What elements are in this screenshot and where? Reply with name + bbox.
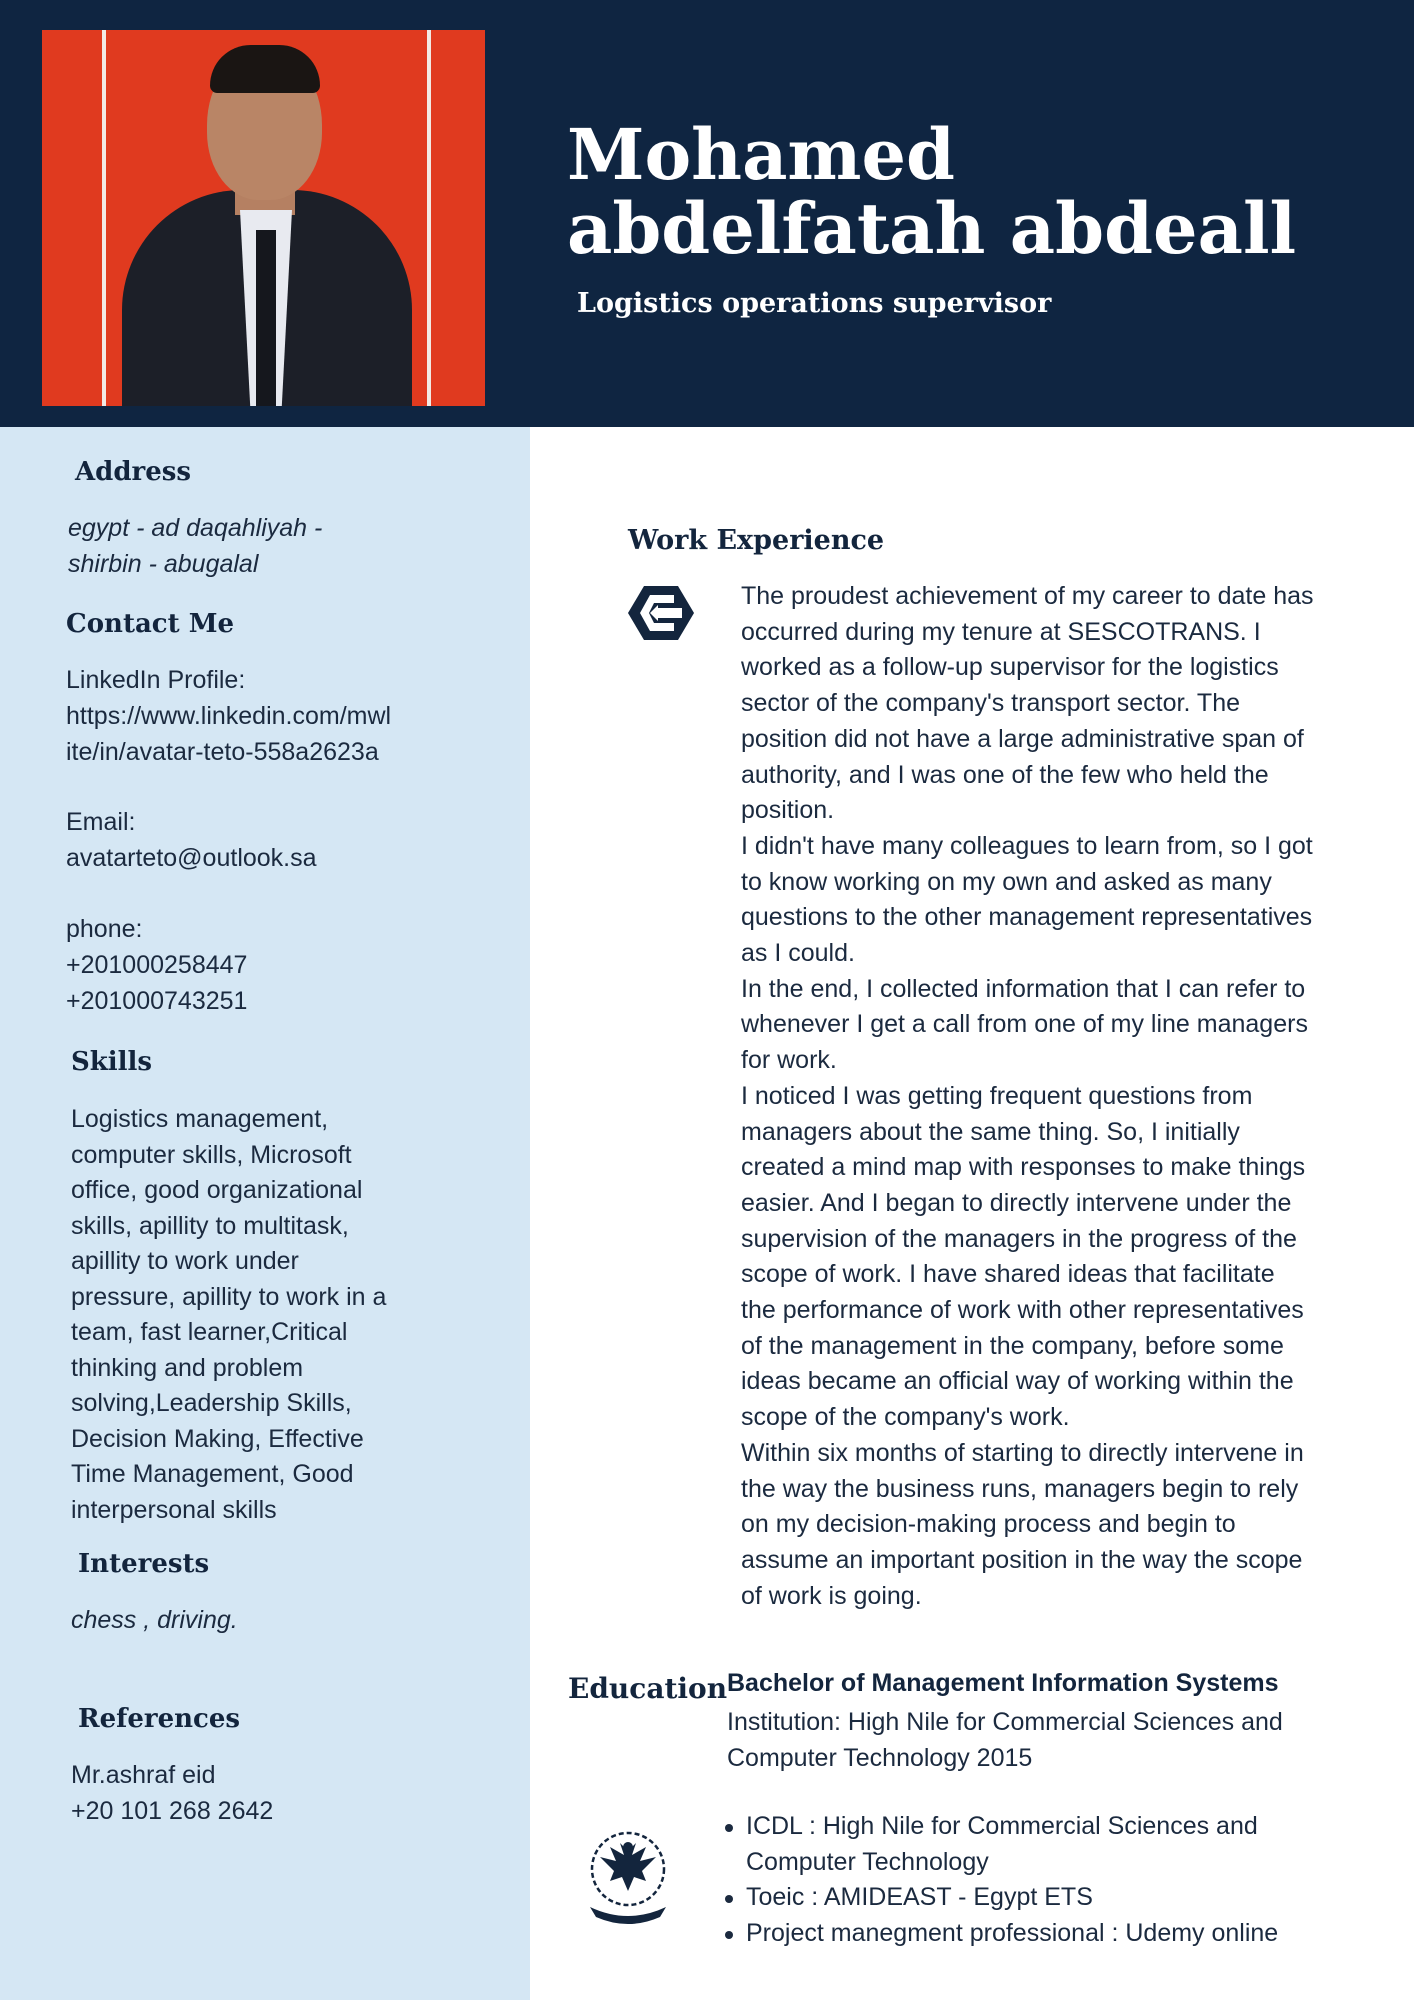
certificate-item: ICDL : High Nile for Commercial Sciences and Computer Technology [746, 1809, 1346, 1880]
phone-label: phone: [66, 915, 143, 943]
interests-text: chess , driving. [71, 1606, 238, 1634]
skills-heading: Skills [71, 1047, 153, 1077]
linkedin-url[interactable]: https://www.linkedin.com/mwl ite/in/avatar-teto-558a2623a [66, 702, 392, 766]
certificate-item: Project manegment professional : Udemy online [746, 1916, 1346, 1952]
eagle-emblem-icon [580, 1825, 676, 1925]
certificates-list [746, 1809, 1346, 1951]
header-banner [0, 0, 1414, 427]
email-address[interactable]: avatarteto@outlook.sa [66, 844, 317, 872]
company-logo-icon [628, 584, 694, 642]
address-heading: Address [75, 457, 192, 487]
references-heading: References [78, 1704, 241, 1734]
linkedin-label: LinkedIn Profile: [66, 666, 246, 694]
phone-numbers: +201000258447 +201000743251 [66, 951, 248, 1015]
profile-photo [42, 30, 485, 406]
education-degree: Bachelor of Management Information Systems [727, 1669, 1279, 1697]
interests-heading: Interests [78, 1549, 210, 1579]
education-heading: Education [568, 1672, 728, 1705]
references-text: Mr.ashraf eid +20 101 268 2642 [71, 1761, 274, 1825]
email-label: Email: [66, 808, 136, 836]
skills-text: Logistics management, computer skills, Microsoft office, good organizational skills, apillity to multitask, apillity to work under pressure, apillity to work in a team, fast learner,Critical thinking and problem solving,Leadership Skills, Decision Making, Effective Time Management, Good interpersonal skills [71, 1105, 387, 1524]
education-institution: Institution: High Nile for Commercial Sciences and Computer Technology 2015 [727, 1708, 1283, 1772]
contact-heading: Contact Me [66, 609, 235, 639]
certificate-item: Toeic : AMIDEAST - Egypt ETS [746, 1880, 1346, 1916]
work-experience-heading: Work Experience [628, 525, 885, 556]
address-text: egypt - ad daqahliyah - shirbin - abugalal [68, 514, 323, 578]
candidate-name: Mohamed abdelfatah abdeall [567, 113, 1297, 270]
work-experience-text: The proudest achievement of my career to date has occurred during my tenure at SESCOTRANS. I worked as a follow-up supervisor for the logistics sector of the company's transport sector. The position did not have a large administrative span of authority, and I was one of the few who held the position. I didn't have many colleagues to learn from, so I got to know working on my own and asked as many questions to the other management representatives as I could. In the end, I collected information that I can refer to whenever I get a call from one of my line managers for work. I noticed I was getting frequent questions from managers about the same thing. So, I initially created a mind map with responses to make things easier. And I began to directly intervene under the supervision of the managers in the progress of the scope of work. I have shared ideas that facilitate the performance of work with other representatives of the management in the company, before some ideas became an official way of working within the scope of the company's work. Within six months of starting to directly intervene in the way the business runs, managers begin to rely on my decision-making process and begin to assume an important position in the way the scope of work is going. [741, 582, 1314, 1610]
job-title: Logistics operations supervisor [577, 288, 1052, 319]
